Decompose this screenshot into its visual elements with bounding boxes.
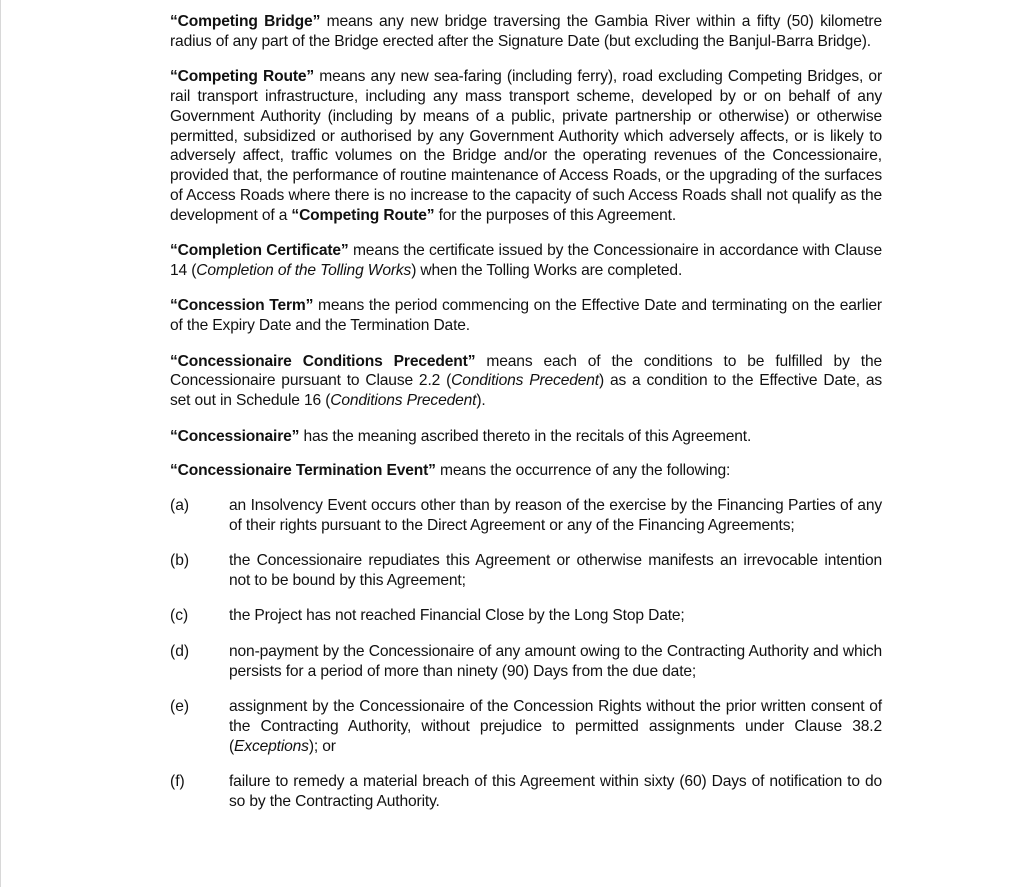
list-item-label: (b): [170, 552, 190, 570]
termination-event-item: [170, 496, 882, 536]
list-item-label: (f): [170, 773, 185, 791]
definition-term: “Concessionaire Termination Event”: [170, 462, 436, 480]
definition-term: “Concession Term”: [170, 297, 314, 315]
definition-term: “Competing Bridge”: [170, 13, 321, 30]
clause-reference: Completion of the Tolling Works: [196, 261, 412, 279]
termination-event-item: [170, 606, 882, 626]
definition-concessionaire-conditions-precedent: [170, 352, 882, 411]
definition-text: means the period commencing on the Effective Date and terminating on the earlier of the Expiry Date and the Termination Date.: [170, 297, 882, 335]
list-item-text: [229, 772, 882, 812]
list-item-text: [229, 496, 882, 536]
list-item-text: [229, 606, 882, 626]
list-item-segment: an Insolvency Event occurs other than by reason of the exercise by the Financing Parties of any of their rights pursuant to the Direct Agreement or any of the Financing Agreements;: [229, 497, 882, 534]
list-item-label: (d): [170, 642, 190, 660]
definition-text: means any new bridge traversing the Gambia River within a fifty (50) kilometre radius of any part of the Bridge erected after the Signature Date (but excluding the Banjul-Barra Bridge).: [170, 13, 882, 50]
list-item-text: [229, 642, 882, 682]
list-item-text: [229, 551, 882, 591]
definition-text: ) as a condition to the Effective Date, as set out in Schedule 16 (: [170, 372, 882, 410]
list-item-segment: the Concessionaire repudiates this Agreement or otherwise manifests an irrevocable intention not to be bound by this Agreement;: [229, 552, 882, 590]
schedule-reference: Conditions Precedent: [330, 392, 477, 410]
definition-completion-certificate: [170, 241, 882, 281]
list-item-segment: non-payment by the Concessionaire of any amount owing to the Contracting Authority and which persists for a period of more than ninety (90) Days from the due date;: [229, 642, 882, 680]
termination-event-item: [170, 697, 882, 756]
list-item-segment: failure to remedy a material breach of this Agreement within sixty (60) Days of notification to do so by the Contracting Authority.: [229, 773, 882, 810]
definition-text: means any new sea-faring (including ferry), road excluding Competing Bridges, or rail transport infrastructure, including any mass transport scheme, developed by or on behalf of any Government Authority (including by means of a public, private partnership or otherwise) or otherwise permitted, subsidized or authorised by any Government Authority which adversely affects, or is likely to adversely affect, traffic volumes on the Bridge and/or the operating revenues of the Concessionaire, provided that, the performance of routine maintenance of Access Roads, or the upgrading of the surfaces of Access Roads where there is no increase to the capacity of such Access Roads shall not qualify as the development of a: [170, 68, 882, 224]
definition-term: “Concessionaire”: [170, 427, 300, 445]
list-item-segment: ); or: [308, 737, 336, 755]
list-item-segment: assignment by the Concessionaire of the Concession Rights without the prior written consent of the Contracting Authority, without prejudice to permitted assignments under Clause 38.2 (: [229, 698, 882, 755]
clause-reference: Exceptions: [234, 737, 309, 755]
termination-event-item: [170, 772, 882, 812]
list-item-label: (e): [170, 698, 190, 716]
definition-text: ) when the Tolling Works are completed.: [411, 261, 683, 279]
definition-term: “Completion Certificate”: [170, 242, 349, 260]
definition-text: has the meaning ascribed thereto in the recitals of this Agreement.: [299, 427, 752, 445]
definition-competing-route: [170, 67, 882, 225]
definition-text: means each of the conditions to be fulfilled by the Concessionaire pursuant to Clause 2.2 (: [170, 352, 882, 390]
termination-event-item: [170, 642, 882, 682]
definition-concessionaire: [170, 427, 882, 447]
definition-competing-bridge: [170, 12, 882, 52]
definition-text: means the certificate issued by the Concessionaire in accordance with Clause 14 (: [170, 242, 882, 279]
list-item-label: (c): [170, 607, 189, 625]
list-item-label: (a): [170, 497, 190, 515]
termination-event-item: [170, 551, 882, 591]
definition-text: for the purposes of this Agreement.: [434, 206, 677, 224]
definition-concession-term: [170, 296, 882, 336]
page-edge-divider: [0, 0, 1, 887]
definition-term: “Competing Route”: [170, 68, 315, 86]
definition-term: “Concessionaire Conditions Precedent”: [170, 352, 476, 370]
definition-concessionaire-termination-event: [170, 461, 882, 481]
definition-term-reference: “Competing Route”: [291, 206, 435, 224]
clause-reference: Conditions Precedent: [451, 372, 599, 390]
list-item-segment: the Project has not reached Financial Close by the Long Stop Date;: [229, 607, 685, 625]
list-item-text: [229, 697, 882, 756]
definition-text: ).: [476, 392, 486, 410]
definitions-section: [170, 12, 882, 827]
definition-text: means the occurrence of any the following:: [435, 462, 731, 480]
